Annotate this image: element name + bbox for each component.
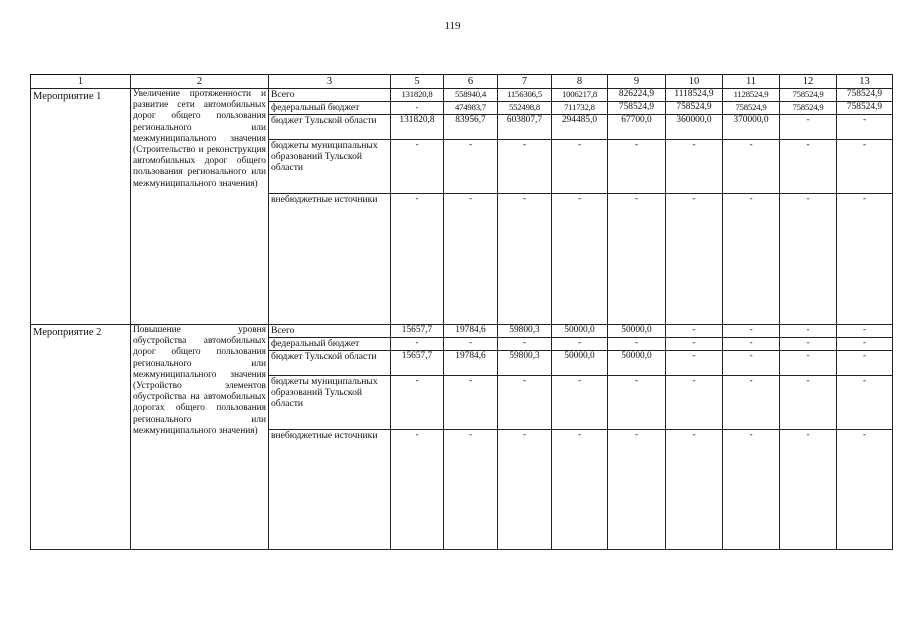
event-description: Повышение уровня обустройства автомобильных дорог общего пользования регионального или межмуниципального значения (Устройство элементов обустройства на автомобильных дорогах общего пользования регионального или межмуниципального значения) — [131, 325, 269, 550]
column-header: 10 — [666, 75, 723, 89]
funding-source: внебюджетные источники — [269, 430, 391, 550]
value-cell: - — [837, 140, 893, 194]
value-cell: 15657,7 — [391, 325, 444, 338]
column-header: 2 — [131, 75, 269, 89]
value-cell: - — [391, 338, 444, 351]
value-cell: - — [666, 376, 723, 430]
funding-source: Всего — [269, 325, 391, 338]
event-description: Увеличение протяженности и развитие сети автомобильных дорог общего пользования регионального или межмуниципального значения (Строительство и реконструкция автомобильных дорог общего пользования регионального или межмуниципального значения) — [131, 89, 269, 325]
value-cell: - — [837, 338, 893, 351]
value-cell: - — [837, 376, 893, 430]
value-cell: - — [780, 376, 837, 430]
value-cell: - — [444, 376, 498, 430]
value-cell: 758524,9 — [723, 102, 780, 115]
value-cell: 1156306,5 — [498, 89, 552, 102]
value-cell: - — [608, 140, 666, 194]
funding-source: бюджеты муниципальных образований Тульской области — [269, 140, 391, 194]
value-cell: 474983,7 — [444, 102, 498, 115]
budget-table — [30, 74, 893, 550]
value-cell: 758524,9 — [666, 102, 723, 115]
value-cell: - — [391, 376, 444, 430]
value-cell: - — [608, 338, 666, 351]
value-cell: - — [666, 325, 723, 338]
funding-source: бюджет Тульской области — [269, 351, 391, 376]
value-cell: 50000,0 — [608, 325, 666, 338]
column-header: 6 — [444, 75, 498, 89]
value-cell: - — [666, 140, 723, 194]
value-cell: - — [498, 194, 552, 325]
value-cell: 360000,0 — [666, 115, 723, 140]
value-cell: 1118524,9 — [666, 89, 723, 102]
column-header: 5 — [391, 75, 444, 89]
table-row — [31, 325, 893, 338]
value-cell: - — [723, 351, 780, 376]
value-cell: 558940,4 — [444, 89, 498, 102]
value-cell: - — [391, 430, 444, 550]
value-cell: - — [552, 376, 608, 430]
value-cell: 67700,0 — [608, 115, 666, 140]
value-cell: - — [444, 194, 498, 325]
column-header: 7 — [498, 75, 552, 89]
value-cell: - — [391, 140, 444, 194]
value-cell: - — [552, 140, 608, 194]
column-header: 9 — [608, 75, 666, 89]
value-cell: - — [837, 115, 893, 140]
value-cell: - — [498, 376, 552, 430]
value-cell: 370000,0 — [723, 115, 780, 140]
value-cell: 826224,9 — [608, 89, 666, 102]
value-cell: - — [666, 351, 723, 376]
value-cell: 603807,7 — [498, 115, 552, 140]
value-cell: - — [552, 430, 608, 550]
value-cell: - — [666, 430, 723, 550]
value-cell: - — [723, 325, 780, 338]
value-cell: - — [837, 325, 893, 338]
value-cell: 19784,6 — [444, 325, 498, 338]
value-cell: 131820,8 — [391, 115, 444, 140]
value-cell: 711732,8 — [552, 102, 608, 115]
value-cell: - — [552, 194, 608, 325]
value-cell: - — [723, 140, 780, 194]
funding-source: федеральный бюджет — [269, 338, 391, 351]
column-header: 3 — [269, 75, 391, 89]
column-header: 8 — [552, 75, 608, 89]
value-cell: - — [391, 194, 444, 325]
funding-source: бюджет Тульской области — [269, 115, 391, 140]
value-cell: - — [780, 194, 837, 325]
column-header: 12 — [780, 75, 837, 89]
value-cell: 758524,9 — [837, 89, 893, 102]
value-cell: - — [723, 376, 780, 430]
column-header: 11 — [723, 75, 780, 89]
value-cell: - — [780, 325, 837, 338]
header-row — [31, 75, 893, 89]
funding-source: внебюджетные источники — [269, 194, 391, 325]
value-cell: - — [608, 430, 666, 550]
value-cell: 552498,8 — [498, 102, 552, 115]
funding-source: федеральный бюджет — [269, 102, 391, 115]
table-body — [31, 89, 893, 550]
value-cell: 758524,9 — [837, 102, 893, 115]
value-cell: 1128524,9 — [723, 89, 780, 102]
value-cell: 50000,0 — [552, 325, 608, 338]
value-cell: 50000,0 — [552, 351, 608, 376]
value-cell: - — [666, 338, 723, 351]
funding-source: бюджеты муниципальных образований Тульской области — [269, 376, 391, 430]
value-cell: 758524,9 — [780, 102, 837, 115]
value-cell: - — [666, 194, 723, 325]
value-cell: 1006217,8 — [552, 89, 608, 102]
value-cell: 294485,0 — [552, 115, 608, 140]
value-cell: 50000,0 — [608, 351, 666, 376]
value-cell: 15657,7 — [391, 351, 444, 376]
funding-source: Всего — [269, 89, 391, 102]
value-cell: - — [780, 338, 837, 351]
value-cell: - — [723, 338, 780, 351]
page-number: 119 — [444, 20, 461, 32]
value-cell: 131820,8 — [391, 89, 444, 102]
value-cell: - — [608, 194, 666, 325]
value-cell: - — [498, 140, 552, 194]
column-header: 1 — [31, 75, 131, 89]
value-cell: 19784,6 — [444, 351, 498, 376]
value-cell: - — [780, 140, 837, 194]
value-cell: - — [780, 115, 837, 140]
value-cell: - — [837, 194, 893, 325]
column-header: 13 — [837, 75, 893, 89]
value-cell: - — [391, 102, 444, 115]
value-cell: - — [723, 430, 780, 550]
value-cell: - — [444, 430, 498, 550]
value-cell: - — [444, 338, 498, 351]
value-cell: - — [498, 338, 552, 351]
event-name: Мероприятие 2 — [31, 325, 131, 550]
value-cell: 758524,9 — [608, 102, 666, 115]
value-cell: - — [498, 430, 552, 550]
value-cell: - — [552, 338, 608, 351]
value-cell: - — [780, 351, 837, 376]
value-cell: 83956,7 — [444, 115, 498, 140]
value-cell: 59800,3 — [498, 351, 552, 376]
value-cell: - — [837, 430, 893, 550]
value-cell: - — [837, 351, 893, 376]
value-cell: 59800,3 — [498, 325, 552, 338]
value-cell: - — [444, 140, 498, 194]
table-row — [31, 89, 893, 102]
value-cell: - — [608, 376, 666, 430]
value-cell: - — [780, 430, 837, 550]
event-name: Мероприятие 1 — [31, 89, 131, 325]
value-cell: - — [723, 194, 780, 325]
value-cell: 758524,9 — [780, 89, 837, 102]
